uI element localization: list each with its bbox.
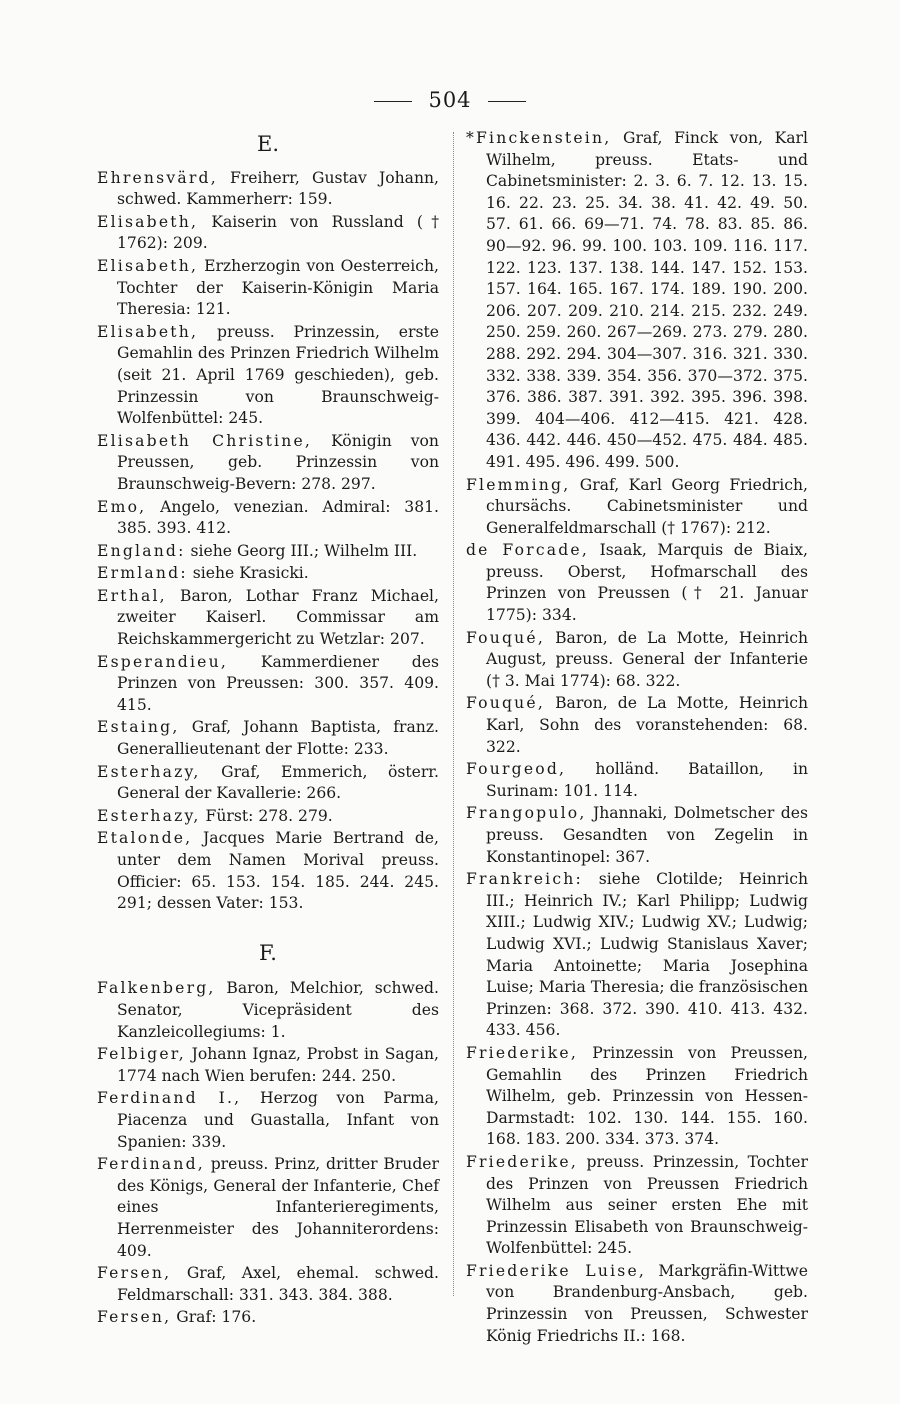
entry-text: Freiherr, Gustav Johann, schwed. Kammerherr: 159.: [117, 168, 439, 209]
index-entry: [97, 828, 439, 914]
entry-text: siehe Clotilde; Heinrich III.; Heinrich IV.; Karl Philipp; Ludwig XIII.; Ludwig XIV.; Ludwig XV.; Ludwig; Ludwig XVI.; Ludwig Stanislaus Xaver; Maria Antoinette; Maria Josephina Luise; Maria Theresia; die französischen Prinzen: 368. 372. 390. 410. 413. 432. 433. 456.: [486, 870, 809, 1040]
index-entry: [97, 1088, 439, 1153]
index-entry: [97, 431, 439, 496]
entry-text: Kammerdiener des Prinzen von Preussen: 300. 357. 409. 415.: [117, 652, 439, 714]
header-rule-left: [374, 101, 412, 102]
index-entry: [466, 693, 808, 758]
entry-head: Ehrensvärd,: [97, 168, 218, 187]
entry-head: Erthal,: [97, 586, 167, 605]
entry-head: Fouqué,: [466, 628, 546, 647]
index-entry: [466, 540, 808, 626]
entry-head: Friederike Luise,: [466, 1261, 647, 1280]
entry-head: Estaing,: [97, 718, 180, 737]
entry-text: Graf, Emmerich, österr. General der Kavallerie: 266.: [117, 762, 439, 803]
index-entry: [466, 628, 808, 693]
entry-head: Fourgeod,: [466, 760, 567, 779]
entry-head: Esperandieu,: [97, 652, 228, 671]
entry-head: Flemming,: [466, 475, 571, 494]
page-number: 504: [428, 88, 472, 112]
entry-head: Falkenberg,: [97, 979, 216, 998]
index-entry: [97, 168, 439, 211]
entry-text: preuss. Prinz, dritter Bruder des Königs, General der Infanterie, Chef eines Infanterieregiments, Herrenmeister des Johanniterordens: 409.: [117, 1155, 439, 1260]
index-entry: [466, 759, 808, 802]
entry-head: Etalonde,: [97, 829, 193, 848]
entry-head: Frangopulo,: [466, 804, 587, 823]
entry-head: Esterhazy,: [97, 806, 201, 825]
entry-text: Kaiserin von Russland († 1762): 209.: [117, 212, 439, 253]
index-entry: [97, 1154, 439, 1262]
entry-head: Elisabeth,: [97, 256, 199, 275]
index-entry: [97, 1263, 439, 1306]
index-entry: [466, 128, 808, 474]
entry-head: Fersen,: [97, 1264, 172, 1283]
index-entry: [97, 1307, 439, 1329]
entry-head: Fersen,: [97, 1308, 172, 1327]
index-entry: [466, 475, 808, 540]
entry-text: siehe Georg III.; Wilhelm III.: [185, 541, 418, 560]
entry-head: Frankreich:: [466, 870, 583, 889]
page-header: [0, 88, 900, 112]
left-column: [97, 128, 439, 1330]
entry-text: Fürst: 278. 279.: [200, 806, 333, 825]
entry-head: Ermland:: [97, 564, 188, 583]
index-entry: [97, 762, 439, 805]
entry-text: preuss. Prinzessin, erste Gemahlin des Prinzen Friedrich Wilhelm (seit 21. April 1769 geschieden), geb. Prinzessin von Braunschweig-Wolfenbüttel: 245.: [117, 322, 439, 428]
index-entry: [97, 717, 439, 760]
entry-text: Baron, Lothar Franz Michael, zweiter Kaiserl. Commissar am Reichskammergericht zu Wetzlar: 207.: [117, 586, 439, 649]
entry-text: Jhannaki, Dolmetscher des preuss. Gesandten von Zegelin in Konstantinopel: 367.: [486, 804, 808, 866]
index-entry: [97, 586, 439, 651]
entry-text: Markgräfin-Wittwe von Brandenburg-Ansbach, geb. Prinzessin von Preussen, Schwester König Friedrichs II.: 168.: [486, 1261, 808, 1345]
entry-text: Angelo, venezian. Admiral: 381. 385. 393. 412.: [117, 497, 439, 538]
index-entry: [97, 256, 439, 321]
entry-head: Ferdinand I.,: [97, 1089, 242, 1108]
entry-text: Herzog von Parma, Piacenza und Guastalla, Infant von Spanien: 339.: [117, 1089, 439, 1151]
entry-head: England:: [97, 541, 186, 560]
entry-text: siehe Krasicki.: [187, 564, 309, 583]
index-entry: [97, 806, 439, 828]
index-entry: [97, 212, 439, 255]
index-entry: [97, 978, 439, 1043]
index-entry: [97, 1044, 439, 1087]
entry-head: Felbiger,: [97, 1045, 186, 1064]
right-column: [466, 128, 808, 1348]
entry-text: Baron, de La Motte, Heinrich August, preuss. General der Infanterie († 3. Mai 1774): 68. 322.: [486, 628, 808, 690]
entry-head: *Finckenstein,: [466, 129, 612, 147]
entry-text: Jacques Marie Bertrand de, unter dem Namen Morival preuss. Officier: 65. 153. 154. 185. 244. 245. 291; dessen Vater: 153.: [117, 829, 439, 913]
index-entry: [466, 1261, 808, 1347]
entry-text: Königin von Preussen, geb. Prinzessin von Braunschweig-Bevern: 278. 297.: [117, 431, 439, 493]
entry-text: Prinzessin von Preussen, Gemahlin des Prinzen Friedrich Wilhelm, geb. Prinzessin von Hessen-Darmstadt: 102. 130. 144. 155. 160. 168. 183. 200. 334. 373. 374.: [486, 1043, 808, 1149]
entry-text: Baron, Melchior, schwed. Senator, Vicepräsident des Kanzleicollegiums: 1.: [117, 979, 439, 1041]
index-entry: [466, 803, 808, 868]
section-heading-e: E.: [256, 132, 279, 156]
entry-head: Elisabeth,: [97, 212, 199, 231]
entry-text: preuss. Prinzessin, Tochter des Prinzen von Preussen Friedrich Wilhelm aus seiner ersten Ehe mit Prinzessin Elisabeth von Braunschweig-Wolfenbüttel: 245.: [486, 1152, 808, 1258]
index-entry: [97, 322, 439, 430]
index-entry: [97, 541, 439, 563]
section-heading-f: F.: [259, 940, 277, 965]
index-entry: [97, 652, 439, 717]
entry-head: Emo,: [97, 497, 147, 516]
entry-head: de Forcade,: [466, 541, 590, 560]
entry-text: holländ. Bataillon, in Surinam: 101. 114.: [486, 760, 808, 800]
entry-text: Graf: 176.: [171, 1308, 257, 1327]
column-divider: [453, 132, 454, 1296]
index-entry: [97, 563, 439, 585]
entry-head: Fouqué,: [466, 694, 546, 713]
entry-head: Elisabeth,: [97, 322, 199, 341]
entry-text: Graf, Finck von, Karl Wilhelm, preuss. Etats- und Cabinetsminister: 2. 3. 6. 7. 12. 13. 15. 16. 22. 23. 25. 34. 38. 41. 42. 49. 50. 57. 61. 66. 69—71. 74. 78. 83. 85. 86. 90—92. 96. 99. 100. 103. 109. 116. 117. 122. 123. 137. 138. 144. 147. 152. 153. 157. 164. 165. 167. 174. 189. 190. 200. 206. 207. 209. 210. 214. 215. 232. 249. 250. 259. 260. 267—269. 273. 279. 280. 288. 292. 294. 304—307. 316. 321. 330. 332. 338. 339. 354. 356. 370—372. 375. 376. 386. 387. 391. 392. 395. 396. 398. 399. 404—406. 412—415. 421. 428. 436. 442. 446. 450—452. 475. 484. 485. 491. 495. 496. 499. 500.: [486, 129, 808, 471]
entry-head: Friederike,: [466, 1152, 578, 1171]
entry-head: Ferdinand,: [97, 1155, 205, 1174]
index-entry: [466, 869, 808, 1042]
header-rule-right: [488, 101, 526, 102]
index-entry: [466, 1152, 808, 1260]
entry-head: Elisabeth Christine,: [97, 431, 313, 450]
index-entry: [97, 497, 439, 540]
entry-text: Graf, Johann Baptista, franz. Generallieutenant der Flotte: 233.: [117, 718, 439, 759]
entry-text: Isaak, Marquis de Biaix, preuss. Oberst, Hofmarschall des Prinzen von Preussen († 21. Januar 1775): 334.: [486, 541, 808, 625]
entry-text: Graf, Karl Georg Friedrich, chursächs. Cabinetsminister und Generalfeldmarschall († 1767): 212.: [486, 475, 808, 537]
entry-text: Erzherzogin von Oesterreich, Tochter der Kaiserin-Königin Maria Theresia: 121.: [117, 256, 439, 319]
entry-text: Baron, de La Motte, Heinrich Karl, Sohn des voranstehenden: 68. 322.: [486, 694, 808, 756]
entry-head: Friederike,: [466, 1043, 578, 1062]
index-entry: [466, 1043, 808, 1151]
entry-text: Johann Ignaz, Probst in Sagan, 1774 nach Wien berufen: 244. 250.: [117, 1045, 439, 1085]
entry-text: Graf, Axel, ehemal. schwed. Feldmarschall: 331. 343. 384. 388.: [117, 1264, 439, 1304]
entry-head: Esterhazy,: [97, 762, 201, 781]
